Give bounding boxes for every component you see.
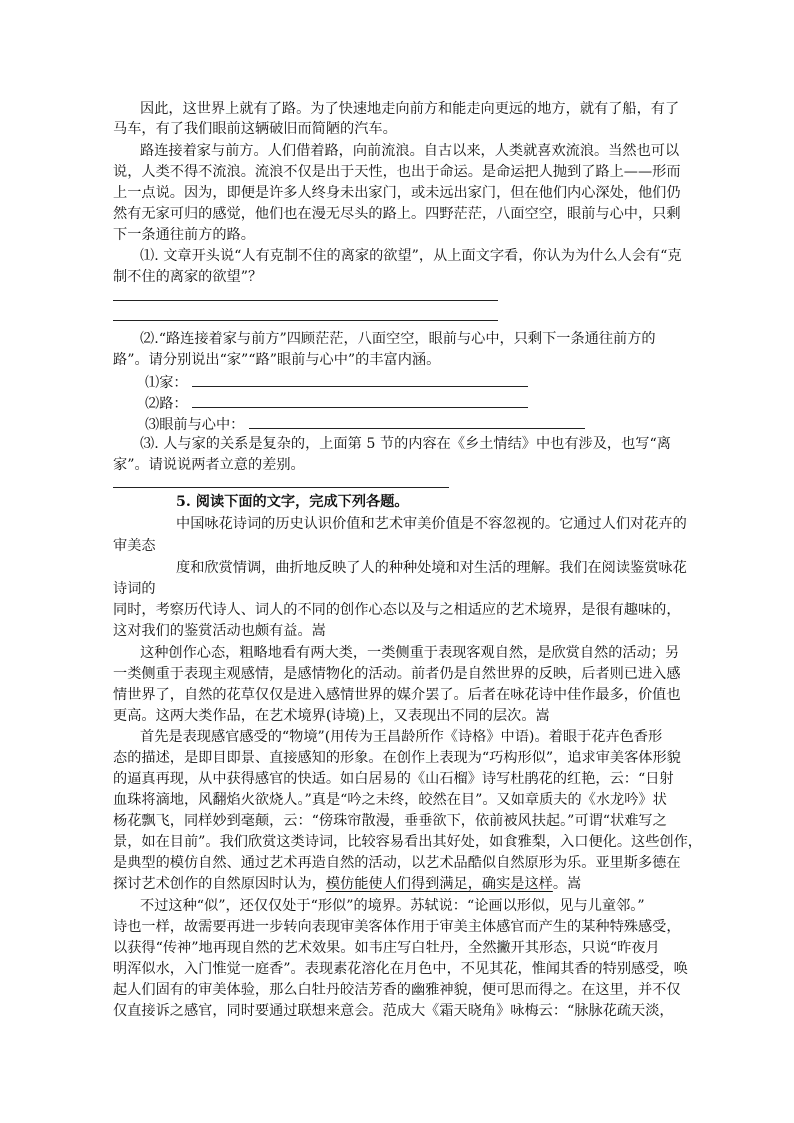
s5-p2-line-3: 情世界了，自然的花草仅仅是进入感情世界的媒介罢了。后者在咏花诗中佳作最多，价值也 <box>113 687 681 703</box>
answer-line-q1-a[interactable] <box>113 300 498 301</box>
mark-glyph: 嵩 <box>567 876 582 892</box>
s5-p3-line-2: 态的描述，是即目即景、直接感知的形象。在创作上表现为“巧构形似”，追求审美客体形貌 <box>113 750 681 766</box>
question-1-line-2: 制不住的离家的欲望”？ <box>113 269 263 285</box>
answer-blank-road[interactable] <box>192 393 528 408</box>
s5-p1-line-5: 同时，考察历代诗人、词人的不同的创作心态以及与之相适应的艺术境界，是很有趣味的， <box>113 602 681 618</box>
s5-p4-line-1: 不过这种“似”，还仅仅处于“形似”的境界。苏轼说：“论画以形似，见与儿童邻。” <box>140 898 645 914</box>
q2-item-home <box>145 372 528 392</box>
question-2-line-2: 路”。请分别说出“家”“路”眼前与心中”的丰富内涵。 <box>113 352 441 368</box>
mark-glyph: 嵩 <box>535 708 550 724</box>
s5-p1-line-1: 中国咏花诗词的历史认识价值和艺术审美价值是不容忽视的。它通过人们对花卉的 <box>176 516 687 532</box>
q2-item-heart <box>145 414 585 434</box>
p2-line-1: 路连接着家与前方。人们借着路，向前流浪。自古以来，人类就喜欢流浪。当然也可以 <box>140 143 680 159</box>
s5-p2-line-1: 这种创作心态，粗略地看有两大类，一类侧重于表现客观自然，是欣赏自然的活动；另 <box>140 645 680 661</box>
mark-glyph: 嵩 <box>311 623 326 639</box>
answer-line-q3[interactable] <box>113 487 449 488</box>
p1-line-2: 马车，有了我们眼前这辆破旧而简陋的汽车。 <box>113 121 397 137</box>
q2-item-road <box>145 393 528 413</box>
p2-line-2: 说，人类不得不流浪。流浪不仅是出于天性，也出于命运。是命运把人抛到了路上——形而 <box>113 164 681 180</box>
underlined-quote: 模仿能使人们得到满足，确实是这样 <box>325 876 553 892</box>
p1-line-1: 因此，这世界上就有了路。为了快速地走向前方和能走向更远的地方，就有了船，有了 <box>140 101 680 117</box>
question-3-line-2: 家”。请说说两者立意的差别。 <box>113 457 305 473</box>
s5-p3-line-6: 景，如在目前”。我们欣赏这类诗词，比较容易看出其好处，如食雅梨，入口便化。这些创作， <box>113 834 702 850</box>
answer-blank-home[interactable] <box>192 372 528 387</box>
s5-p3-line-5: 杨花飘飞，同样妙到毫颠，云：“傍珠帘散漫，垂垂欲下，依前被风扶起。”可谓“状难写之 <box>113 813 667 829</box>
s5-p4-line-3: 以获得“传神”地再现自然的艺术效果。如韦庄写白牡丹，全然撇开其形态，只说“昨夜月 <box>113 940 660 956</box>
s5-p1-line-6-text: 这对我们的鉴赏活动也颇有益。 <box>113 623 312 639</box>
s5-p4-line-2: 诗也一样，故需要再进一步转向表现审美客体作用于审美主体感官而产生的某种特殊感受， <box>113 919 681 935</box>
s5-p3-line-8-suffix: 。 <box>552 876 568 892</box>
p2-line-5: 下一条通往前方的路。 <box>113 227 255 243</box>
s5-p3-line-1: 首先是表现感官感受的“物境”(用传为王昌龄所作《诗格》中语)。着眼于花卉色香形 <box>140 729 663 745</box>
s5-p2-line-4 <box>113 707 550 725</box>
s5-p3-line-4: 血珠将滴地，风翻焰火欲烧人。”真是“吟之未终，皎然在目”。又如章质夫的《水龙吟》状 <box>113 792 667 808</box>
s5-p4-line-6: 仅直接诉之感官，同时要通过联想来意会。范成大《霜天晓角》咏梅云：“脉脉花疏天淡， <box>113 1003 674 1019</box>
q2-item-road-label: ⑵路： <box>145 396 188 412</box>
s5-p2-line-4-text: 更高。这两大类作品，在艺术境界(诗境)上，又表现出不同的层次。 <box>113 708 536 724</box>
s5-p1-line-4: 诗词的 <box>113 581 156 597</box>
answer-blank-heart[interactable] <box>249 414 585 429</box>
s5-p3-line-8 <box>113 875 581 893</box>
s5-p1-line-6 <box>113 622 326 640</box>
s5-p1-line-2: 审美态 <box>113 538 156 554</box>
s5-p3-line-8-prefix: 探讨艺术创作的自然原因时认为， <box>113 876 326 892</box>
s5-p3-line-7: 是典型的模仿自然、通过艺术再造自然的活动，以艺术品酷似自然原形为乐。亚里斯多德在 <box>113 855 681 871</box>
q2-item-home-label: ⑴家： <box>145 375 188 391</box>
answer-line-q1-b[interactable] <box>113 320 498 321</box>
s5-p1-line-3: 度和欣赏情调，曲折地反映了人的种种处境和对生活的理解。我们在阅读鉴赏咏花 <box>176 560 687 576</box>
s5-p4-line-4: 明浑似水，入门惟觉一庭香”。表现素花溶化在月色中，不见其花，惟闻其香的特别感受，唤 <box>113 961 688 977</box>
p2-line-4: 然有无家可归的感觉，他们也在漫无尽头的路上。四野茫茫，八面空空，眼前与心中，只剩 <box>113 206 681 222</box>
question-3-line-1: ⑶. 人与家的关系是复杂的，上面第 5 节的内容在《乡土情结》中也有涉及，也写“离 <box>140 436 671 452</box>
s5-p2-line-2: 一类侧重于表现主观感情，是感情物化的活动。前者仍是自然世界的反映，后者则已进入感 <box>113 666 681 682</box>
p2-line-3: 上一点说。因为，即便是许多人终身未出家门，或未远出家门，但在他们内心深处，他们仍 <box>113 185 681 201</box>
question-2-line-1: ⑵.“路连接着家与前方”四顾茫茫，八面空空，眼前与心中，只剩下一条通往前方的 <box>140 331 656 347</box>
q2-item-heart-label: ⑶眼前与心中： <box>145 417 245 433</box>
s5-p4-line-5: 起人们固有的审美体验，那么白牡丹皎洁芳香的幽雅神貌，便可思而得之。在这里，并不仅 <box>113 982 681 998</box>
s5-p3-line-3: 的逼真再现，从中获得感官的快适。如白居易的《山石榴》诗写杜鹃花的红艳，云：“日射 <box>113 771 674 787</box>
section-5-heading: 5. 阅读下面的文字，完成下列各题。 <box>176 494 409 510</box>
question-1-line-1: ⑴. 文章开头说“人有克制不住的离家的欲望”，从上面文字看，你认为为什么人会有“克 <box>140 248 682 264</box>
